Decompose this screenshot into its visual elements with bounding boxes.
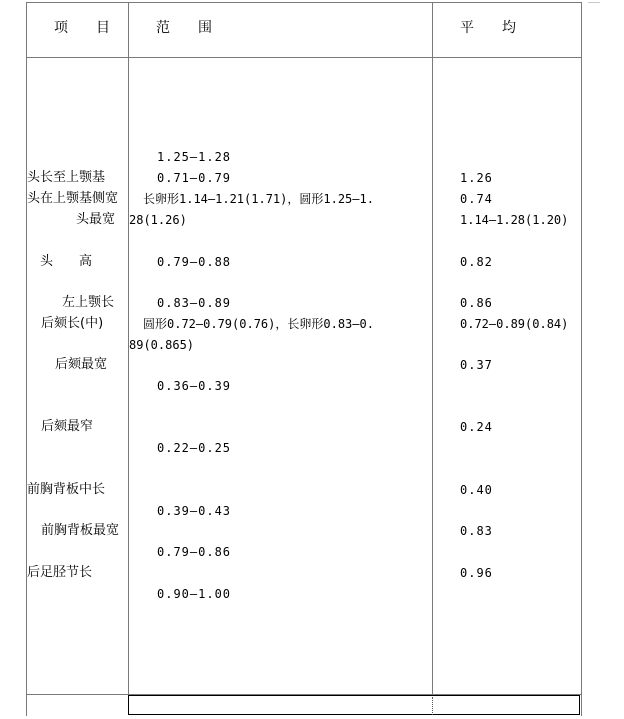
range-postmentum-max-width: 0.36—0.39: [157, 379, 232, 393]
page-edge-mark: [588, 2, 600, 3]
range-postmentum-length-line2: 89(0.865): [129, 338, 195, 352]
range-pronotum-width: 0.79—0.86: [157, 545, 232, 559]
item-postmentum-max-width: 后颏最宽: [55, 357, 108, 372]
range-left-mandible: 0.83—0.89: [157, 296, 232, 310]
range-postmentum-min-width: 0.22—0.25: [157, 441, 232, 455]
table-top-border: [26, 2, 582, 3]
range-head-length-line1: 1.25—1.28: [157, 150, 232, 164]
header-separator: [26, 57, 582, 58]
avg-postmentum-length: 0.72—0.89(0.84): [460, 317, 569, 331]
avg-pronotum-length: 0.40: [460, 483, 493, 497]
range-head-length-line2: 0.71—0.79: [157, 171, 232, 185]
range-head-height: 0.79—0.88: [157, 255, 232, 269]
header-average: 平 均: [460, 20, 516, 36]
avg-head-length: 1.26: [460, 171, 493, 185]
avg-hind-tibia: 0.96: [460, 566, 493, 580]
range-head-width-line2: 28(1.26): [129, 213, 187, 227]
avg-head-height: 0.82: [460, 255, 493, 269]
item-postmentum-length: 后颏长(中): [41, 316, 104, 331]
item-head-width-at-mandible: 头在上颚基侧宽: [27, 191, 119, 206]
item-pronotum-length: 前胸背板中长: [27, 482, 106, 497]
avg-left-mandible: 0.86: [460, 296, 493, 310]
header-item: 项 目: [54, 20, 110, 36]
header-range: 范 围: [156, 20, 212, 36]
range-hind-tibia: 0.90—1.00: [157, 587, 232, 601]
avg-head-max-width: 1.14—1.28(1.20): [460, 213, 569, 227]
footer-cell-outline: [128, 695, 580, 715]
item-head-length: 头长至上颚基: [27, 170, 106, 185]
left-border: [26, 2, 27, 716]
item-left-mandible-length: 左上颚长: [62, 295, 115, 310]
right-border: [581, 2, 582, 716]
avg-postmentum-max-width: 0.37: [460, 358, 493, 372]
avg-postmentum-min-width: 0.24: [460, 420, 493, 434]
avg-head-width-at-mandible: 0.74: [460, 192, 493, 206]
range-postmentum-length-line1: 圆形0.72—0.79(0.76)，长卵形0.83—0.: [143, 317, 374, 331]
avg-pronotum-width: 0.83: [460, 524, 493, 538]
range-pronotum-length: 0.39—0.43: [157, 504, 232, 518]
column-divider-average: [432, 2, 433, 695]
range-head-width-line1: 长卵形1.14—1.21(1.71)，圆形1.25—1.: [143, 192, 374, 206]
item-postmentum-min-width: 后颏最窄: [41, 419, 94, 434]
item-pronotum-width: 前胸背板最宽: [41, 523, 120, 538]
item-head-height: 头 高: [40, 254, 93, 269]
footer-cell-divider: [432, 697, 434, 715]
item-hind-tibia-length: 后足胫节长: [27, 565, 93, 580]
item-head-max-width: 头最宽: [76, 212, 116, 227]
